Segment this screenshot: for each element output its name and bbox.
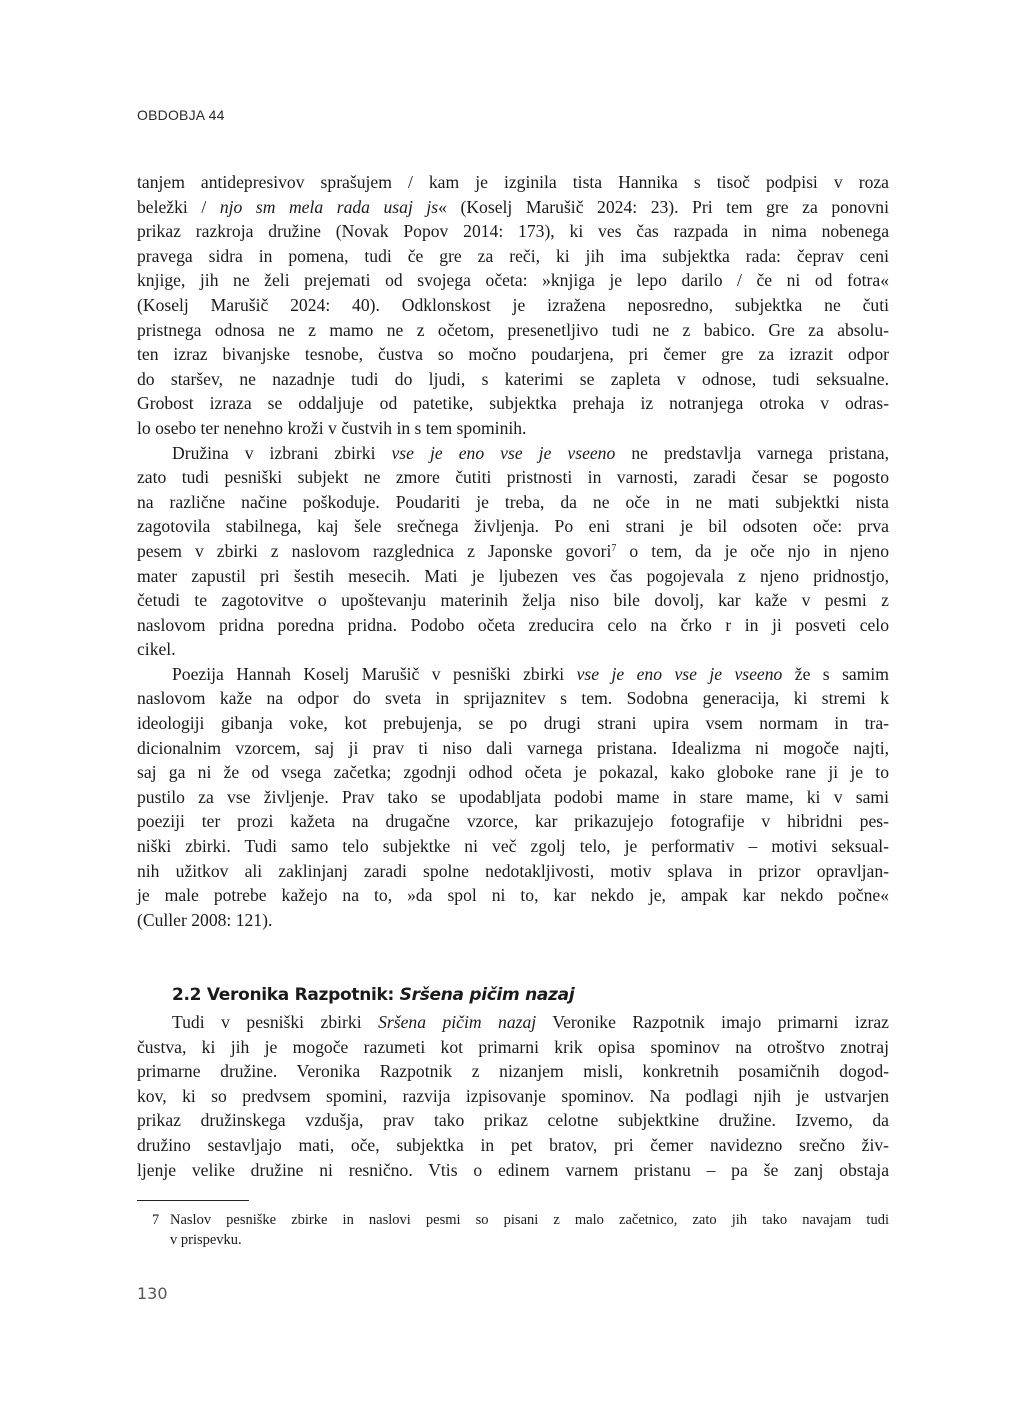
page-number: 130 [137,1284,168,1303]
paragraph-1 [137,170,889,441]
text-line: lo osebo ter nenehno kroži v čustvih in s tem spominih. [137,417,527,438]
text-line: zagotovila stabilnega, kaj šele srečnega življenja. Po eni strani je bil odsoten oče: prva [137,516,889,537]
text-line: Tudi v pesniški zbirki Sršena pičim nazaj Veronike Razpotnik imajo primarni izraz [172,1012,889,1032]
text-line: niški zbirki. Tudi samo telo subjektke ni več zgolj telo, je performativ – motivi seksual- [137,836,889,857]
text-line: na različne načine poškoduje. Poudariti je treba, da ne oče in ne mati subjektki nista [137,491,889,512]
text-line: je male potrebe kažejo na to, »da spol ni to, kar nekdo je, ampak kar nekdo počne« [137,885,889,906]
text-line: ideologiji gibanja voke, kot prebujenja, se po drugi strani upira vsem normam in tra- [137,713,889,734]
text-line: Družina v izbrani zbirki vse je eno vse je vseeno ne predstavlja varnega pristana, [172,442,889,463]
text-line: družino sestavljajo mati, oče, subjektka in pet bratov, pri čemer navidezno srečno živ- [137,1134,889,1155]
text-line: ljenje velike družine ni resnično. Vtis o edinem varnem pristanu – pa še zanj obstaja [137,1159,889,1180]
text-line: mater zapustil pri šestih mesecih. Mati je ljubezen ves čas pogojevala z njeno pridnostjo, [137,565,889,586]
text-line: (Culler 2008: 121). [137,909,273,930]
text-line: saj ga ni že od vsega začetka; zgodnji odhod očeta je pokazal, kako globoke rane ji je to [137,762,889,783]
text-line: pristnega odnosa ne z mamo ne z očetom, presenetljivo tudi ne z babico. Gre za absolu- [137,319,889,340]
text-line: Poezija Hannah Koselj Marušič v pesniški zbirki vse je eno vse je vseeno že s samim [172,663,889,684]
running-head: OBDOBJA 44 [137,107,225,123]
footnote-number: 7 [152,1212,160,1228]
text-line: nih užitkov ali zaklinjanj zaradi spolne nedotakljivosti, motiv splava in prizor opravljan- [137,860,889,881]
text-line: cikel. [137,639,176,660]
footnote-text [170,1210,889,1250]
text-line: beležki / njo sm mela rada usaj js« (Koselj Marušič 2024: 23). Pri tem gre za ponovni [137,196,889,217]
text-line: naslovom pridna poredna pridna. Podobo očeta zreducira celo na črko r in ji posveti celo [137,614,889,635]
text-line: (Koselj Marušič 2024: 40). Odklonskost je izražena neposredno, subjektka ne čuti [137,294,889,315]
footnote [137,1210,889,1250]
text-line: do staršev, ne nazadnje tudi do ljudi, s katerimi se zapleta v odnose, tudi seksualne. [137,368,889,389]
footnote-reference[interactable]: 7 [611,542,617,554]
text-line: ten izraz bivanjske tesnobe, čustva so močno poudarjena, pri čemer gre za izrazit odpor [137,344,889,365]
text-line: knjige, jih ne želi prejemati od svojega očeta: »knjiga je lepo darilo / če ni od fotra« [137,270,889,291]
text-line: pravega sidra in pomena, tudi če gre za reči, ki jih ima subjektka rada: čeprav ceni [137,245,889,266]
text-line: pustilo za vse življenje. Prav tako se upodabljata podobi mame in stare mame, ki v sami [137,786,889,807]
text-line: primarne družine. Veronika Razpotnik z nizanjem misli, konkretnih posamičnih dogod- [137,1061,889,1082]
book-title-italic: vse je eno vse je vseeno [391,442,616,463]
text-line: zato tudi pesniški subjekt ne zmore čutiti pristnosti in varnosti, zaradi česar se pogosto [137,467,889,488]
text-line: poeziji ter prozi kažeta na drugačne vzorce, kar prikazujejo fotografije v hibridni pes- [137,811,889,832]
text-line: naslovom kaže na odpor do sveta in sprijaznitev s tem. Sodobna generacija, ki stremi k [137,688,889,709]
section-heading: 2.2 Veronika Razpotnik: Sršena pičim nazaj [172,985,575,1005]
footnote-divider [137,1200,249,1201]
text-line: tanjem antidepresivov sprašujem / kam je izginila tista Hannika s tisoč podpisi v roza [137,172,889,192]
text-line: kov, ki so predvsem spomini, razvija izpisovanje spominov. Na podlagi njih je ustvarjen [137,1085,889,1106]
body-text-upper [137,170,889,932]
text-line: Grobost izraza se oddaljuje od patetike, subjektka prehaja iz notranjega otroka v odras- [137,393,889,414]
paragraph-2 [137,441,889,662]
text-line: prikaz družinskega vzdušja, prav tako prikaz celotne subjektkine družine. Izvemo, da [137,1110,889,1131]
body-text-lower [137,1010,889,1182]
text-line: pesem v zbirki z naslovom razglednica z Japonske govori$^7$ o tem, da je oče njo in njeno [137,540,890,561]
poem-quote-italic: njo sm mela rada usaj js [219,196,439,217]
text-line: dicionalnim vzorcem, saj ji prav ti niso dali varnega pristana. Idealizma ni mogoče najti, [137,737,889,758]
paragraph-3 [137,662,889,933]
text-line: prikaz razkroja družine (Novak Popov 2014: 173), ki ves čas razpada in nima nobenega [137,221,889,242]
text-line: v prispevku. [170,1232,242,1248]
paragraph-4 [137,1010,889,1182]
text-line: čustva, ki jih je mogoče razumeti kot primarni krik opisa spominov na otroštvo znotraj [137,1036,889,1057]
book-title-italic: Sršena pičim nazaj [378,1012,537,1032]
heading-title-italic: Sršena pičim nazaj [399,985,575,1005]
book-title-italic: vse je eno vse je vseeno [576,663,783,684]
text-line: četudi te zagotovitve o upoštevanju materinih želja niso bile dovolj, kar kaže v pesmi z [137,590,889,611]
text-line: Naslov pesniške zbirke in naslovi pesmi so pisani z malo začetnico, zato jih tako navajam tudi [170,1212,889,1228]
